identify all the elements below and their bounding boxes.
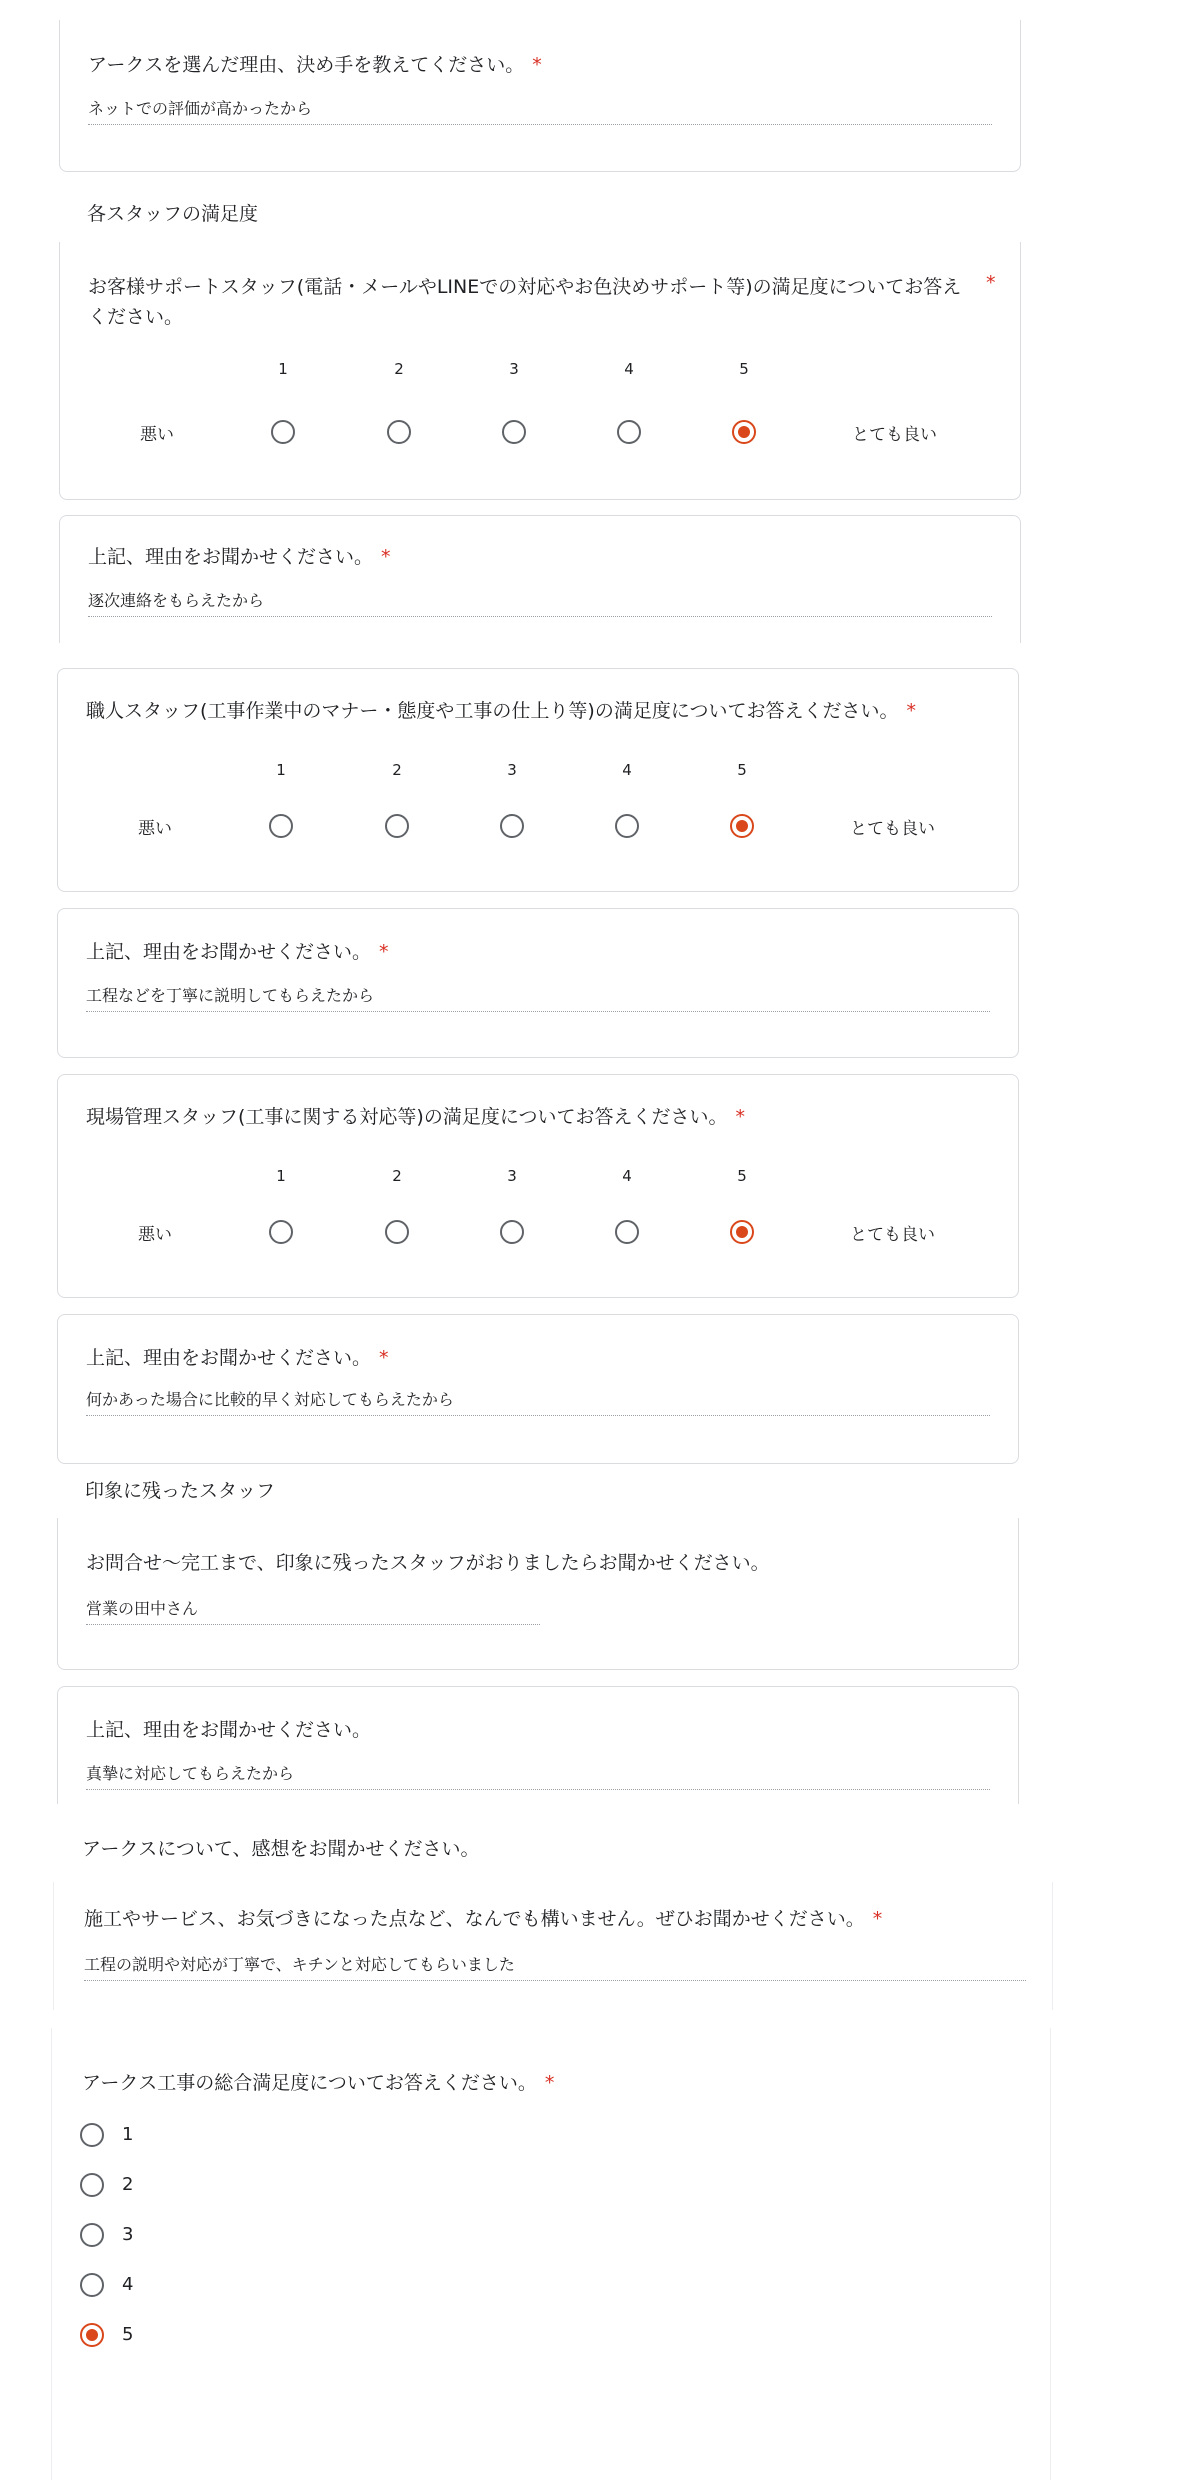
radio-button-4[interactable] [80,2273,104,2297]
radio-button-3[interactable] [500,814,524,838]
required-asterisk: * [379,941,389,963]
question-card-memorable-reason [57,1686,1019,1804]
radio-button-2[interactable] [80,2173,104,2197]
radio-option-3[interactable] [80,2220,380,2250]
scale-number-3: 3 [509,360,519,378]
question-card-reason [59,20,1021,172]
scale-number-3: 3 [507,1167,517,1185]
radio-option-5[interactable] [80,2320,380,2350]
question-title: 上記、理由をお聞かせください。 [86,1719,372,1741]
question-card-site-reason [57,1314,1019,1464]
radio-button-3[interactable] [500,1220,524,1244]
radio-option-4[interactable] [80,2270,380,2300]
radio-button-3[interactable] [502,420,526,444]
question-card-craft [57,668,1019,892]
section-title-staff: 各スタッフの満足度 [87,203,259,225]
scale-high-label: とても良い [850,819,935,839]
radio-button-2[interactable] [385,814,409,838]
section-title-impression: 印象に残ったスタッフ [85,1480,276,1502]
radio-button-3[interactable] [80,2223,104,2247]
radio-button-1[interactable] [269,1220,293,1244]
scale-number-1: 1 [278,360,288,378]
scale-number-4: 4 [622,761,632,779]
radio-button-1[interactable] [271,420,295,444]
question-title: お客様サポートスタッフ(電話・メールやLINEでの対応やお色決めサポート等)の満足度についてお答えください。 [88,276,962,328]
radio-option-label: 2 [122,2174,134,2195]
required-asterisk: * [544,2072,555,2094]
radio-button-4[interactable] [617,420,641,444]
radio-button-1[interactable] [80,2123,104,2147]
required-asterisk: * [379,1347,389,1369]
radio-option-2[interactable] [80,2170,380,2200]
question-title: 上記、理由をお聞かせください。 * [86,941,389,963]
scale-number-5: 5 [737,761,747,779]
question-card-craft-reason [57,908,1019,1058]
question-card-support-reason [59,515,1021,643]
required-asterisk: * [986,272,996,294]
scale-number-3: 3 [507,761,517,779]
scale-low-label: 悪い [140,425,174,445]
scale-number-4: 4 [624,360,634,378]
scale-number-2: 2 [392,761,402,779]
question-title: 現場管理スタッフ(工事に関する対応等)の満足度についてお答えください。 * [86,1106,745,1128]
question-title: 上記、理由をお聞かせください。 * [86,1347,389,1369]
answer-text-field[interactable]: 工程などを丁寧に説明してもらえたから [86,985,990,1012]
radio-button-5[interactable] [730,814,754,838]
answer-text-field[interactable]: 工程の説明や対応が丁寧で、キチンと対応してもらいました [84,1954,1026,1981]
scale-high-label: とても良い [852,425,937,445]
radio-button-4[interactable] [615,1220,639,1244]
answer-text-field[interactable]: 何かあった場合に比較的早く対応してもらえたから [86,1389,990,1416]
section-title-feedback: アークスについて、感想をお聞かせください。 [82,1838,480,1860]
radio-button-4[interactable] [615,814,639,838]
required-asterisk: * [381,546,391,568]
question-card-support [59,242,1021,500]
question-title: 職人スタッフ(工事作業中のマナー・態度や工事の仕上り等)の満足度についてお答えください。 * [86,700,916,722]
question-card-overall [51,2028,1051,2480]
question-card-memorable [57,1518,1019,1670]
required-asterisk: * [532,54,542,76]
answer-text-field[interactable]: 営業の田中さん [86,1598,540,1625]
radio-button-5[interactable] [80,2323,104,2347]
question-title: 施工やサービス、お気づきになった点など、なんでも構いません。ぜひお聞かせください。 * [84,1908,883,1930]
scale-number-5: 5 [739,360,749,378]
scale-high-label: とても良い [850,1225,935,1245]
radio-button-1[interactable] [269,814,293,838]
required-asterisk: * [906,700,916,722]
radio-button-2[interactable] [385,1220,409,1244]
answer-text-field[interactable]: 逐次連絡をもらえたから [88,590,992,617]
radio-option-label: 3 [122,2224,134,2245]
scale-low-label: 悪い [138,1225,172,1245]
question-card-feedback [53,1882,1053,2010]
radio-option-label: 4 [122,2274,134,2295]
radio-button-5[interactable] [732,420,756,444]
radio-option-label: 1 [122,2124,134,2145]
question-title: 上記、理由をお聞かせください。 * [88,546,391,568]
required-asterisk: * [872,1908,883,1930]
question-title: アークス工事の総合満足度についてお答えください。 * [82,2072,555,2094]
radio-option-1[interactable] [80,2120,380,2150]
question-card-site [57,1074,1019,1298]
scale-low-label: 悪い [138,819,172,839]
scale-number-1: 1 [276,1167,286,1185]
scale-number-2: 2 [394,360,404,378]
scale-number-2: 2 [392,1167,402,1185]
answer-text-field[interactable]: 真摯に対応してもらえたから [86,1763,990,1790]
radio-button-5[interactable] [730,1220,754,1244]
question-title: お問合せ〜完工まで、印象に残ったスタッフがおりましたらお聞かせください。 [86,1552,770,1574]
required-asterisk: * [735,1106,745,1128]
question-title: アークスを選んだ理由、決め手を教えてください。 * [88,54,542,76]
scale-number-1: 1 [276,761,286,779]
answer-text-field[interactable]: ネットでの評価が高かったから [88,98,992,125]
scale-number-4: 4 [622,1167,632,1185]
radio-button-2[interactable] [387,420,411,444]
scale-number-5: 5 [737,1167,747,1185]
radio-option-label: 5 [122,2324,134,2345]
